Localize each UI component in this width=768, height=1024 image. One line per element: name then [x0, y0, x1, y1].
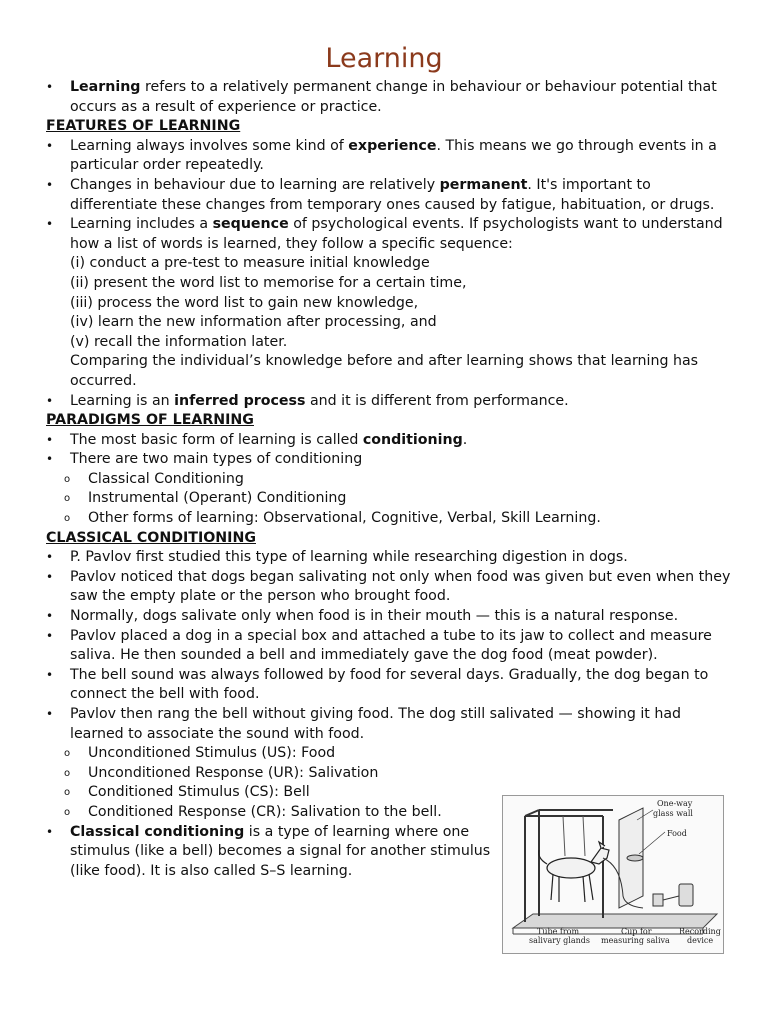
list-item: • There are two main types of conditioning — [46, 450, 736, 470]
sequence-step: (ii) present the word list to memorise for a certain time, — [70, 274, 467, 291]
list-item: • P. Pavlov first studied this type of learning while researching digestion in dogs. — [46, 548, 736, 568]
list-item: • Changes in behaviour due to learning are relatively permanent. It's important to differentiate these changes from temporary ones caused by fatigue, habituation, or drugs. — [46, 176, 736, 215]
list-item: • Pavlov then rang the bell without giving food. The dog still salivated — showing it had learned to associate the sound with food. — [46, 705, 736, 744]
label-cup-1: Cup for — [621, 927, 652, 936]
page-title: Learning — [325, 43, 443, 74]
pavlov-apparatus-illustration — [503, 796, 723, 953]
label-glass-wall: glass wall — [653, 809, 693, 818]
label-cup-2: measuring saliva — [601, 936, 670, 945]
section-heading-classical: CLASSICAL CONDITIONING — [46, 529, 256, 546]
sequence-step: (v) recall the information later. — [70, 333, 288, 350]
food-bowl — [627, 855, 643, 861]
sub-list-item: o Unconditioned Stimulus (US): Food — [46, 744, 736, 764]
section-heading-features: FEATURES OF LEARNING — [46, 118, 241, 135]
list-item: • Pavlov placed a dog in a special box and attached a tube to its jaw to collect and measure saliva. He then sounded a bell and immediately gave the dog food (meat powder). — [46, 627, 736, 666]
list-item: • Learning always involves some kind of experience. This means we go through events in a particular order repeatedly. — [46, 137, 736, 176]
list-item: • Learning includes a sequence of psychological events. If psychologists want to understand how a list of words is learned, they follow a specific sequence: — [46, 215, 736, 254]
pavlov-experiment-figure — [502, 795, 724, 954]
recording-device — [679, 884, 693, 906]
document-body — [46, 78, 736, 881]
list-item: • Classical conditioning is a type of learning where one stimulus (like a bell) becomes a signal for another stimulus (like food). It is also called S–S learning. — [46, 823, 510, 882]
platform-shape — [513, 914, 717, 928]
label-food: Food — [667, 829, 687, 838]
label-recording-1: Recording — [679, 927, 721, 936]
sub-list-item: o Other forms of learning: Observational, Cognitive, Verbal, Skill Learning. — [46, 509, 736, 529]
sub-list-item: o Conditioned Response (CR): Salivation to the bell. — [46, 803, 736, 823]
measuring-cup — [653, 894, 663, 906]
label-tube-2: salivary glands — [529, 936, 590, 945]
list-item: • The bell sound was always followed by food for several days. Gradually, the dog began to connect the bell with food. — [46, 666, 736, 705]
label-one-way: One-way — [657, 799, 693, 808]
sequence-step: (iv) learn the new information after processing, and — [70, 314, 437, 331]
list-item: • Learning is an inferred process and it is different from performance. — [46, 392, 736, 412]
sequence-step: (i) conduct a pre-test to measure initial knowledge — [70, 255, 430, 272]
sub-list-item: o Unconditioned Response (UR): Salivation — [46, 764, 736, 784]
list-item: • Pavlov noticed that dogs began salivating not only when food was given but even when they saw the empty plate or the person who brought food. — [46, 568, 736, 607]
section-heading-paradigms: PARADIGMS OF LEARNING — [46, 412, 254, 429]
sequence-conclusion: Comparing the individual’s knowledge before and after learning shows that learning has occurred. — [70, 353, 699, 389]
sub-list-item: o Classical Conditioning — [46, 470, 736, 490]
list-item: • The most basic form of learning is called conditioning. — [46, 431, 736, 451]
dog-figure — [539, 842, 609, 902]
sequence-step: (iii) process the word list to gain new knowledge, — [70, 294, 419, 311]
sub-list-item: o Instrumental (Operant) Conditioning — [46, 489, 736, 509]
label-tube-1: Tube from — [537, 927, 580, 936]
sub-list-item: o Conditioned Stimulus (CS): Bell — [46, 783, 736, 803]
list-item: • Normally, dogs salivate only when food is in their mouth — this is a natural response. — [46, 607, 736, 627]
list-item: • Learning refers to a relatively permanent change in behaviour or behaviour potential that occurs as a result of experience or practice. — [46, 78, 736, 117]
label-recording-2: device — [687, 936, 714, 945]
